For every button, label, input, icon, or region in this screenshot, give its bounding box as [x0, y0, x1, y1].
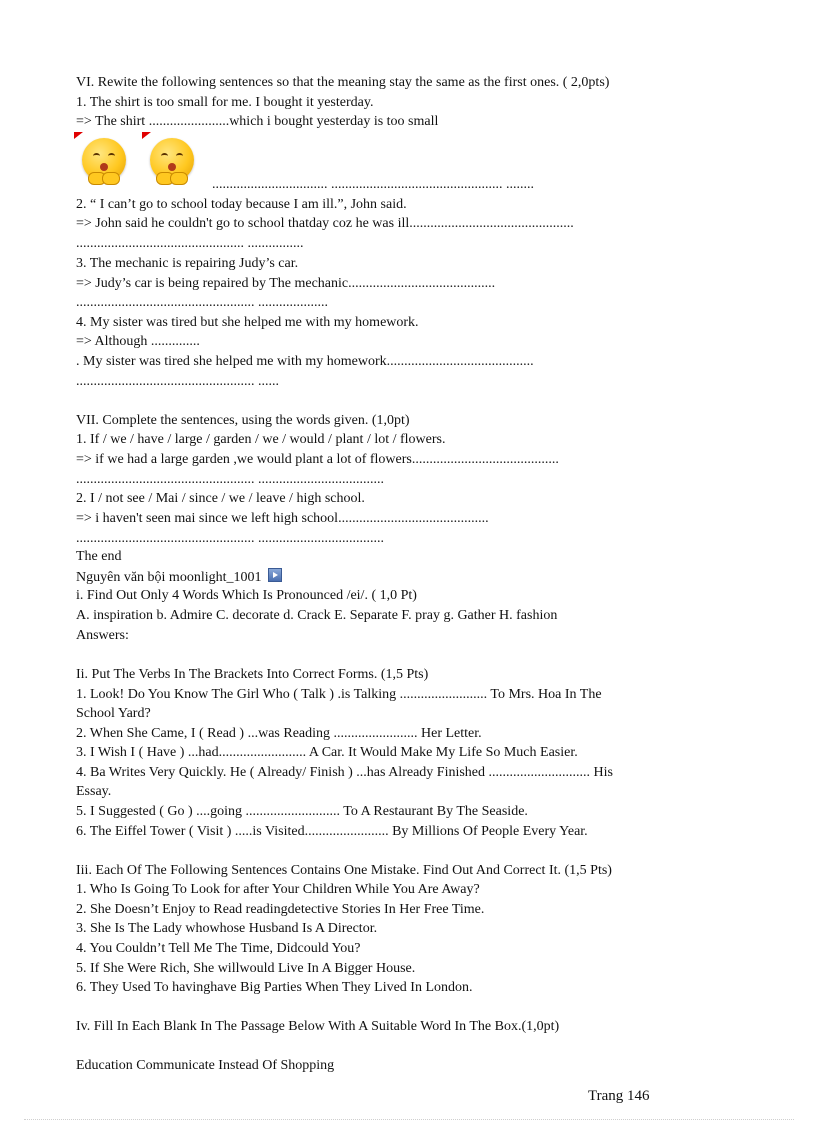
footer-divider	[24, 1119, 794, 1120]
s7-q2-answer: => i haven't seen mai since we left high school...........................................	[76, 511, 489, 526]
section-iv-title: Iv. Fill In Each Blank In The Passage Below With A Suitable Word In The Box.(1,0pt)	[76, 1019, 560, 1034]
section-i-title: i. Find Out Only 4 Words Which Is Pronounced /ei/. ( 1,0 Pt)	[76, 588, 417, 603]
s7-q1-dots: ................................................... ....................................	[76, 472, 384, 487]
section-vi-title: VI. Rewite the following sentences so that the meaning stay the same as the first ones. ( 2,0pts)	[76, 75, 610, 90]
s-iii-q6: 6. They Used To havinghave Big Parties When They Lived In London.	[76, 980, 473, 995]
s-ii-q1b: School Yard?	[76, 706, 151, 721]
s7-q1: 1. If / we / have / large / garden / we / would / plant / lot / flowers.	[76, 432, 446, 447]
s6-q4: 4. My sister was tired but she helped me with my homework.	[76, 315, 419, 330]
s-iii-q4: 4. You Couldn’t Tell Me The Time, Didcould You?	[76, 941, 361, 956]
s-ii-q6: 6. The Eiffel Tower ( Visit ) .....is Visited........................ By Millions Of People Every Year.	[76, 824, 588, 839]
s-ii-q4b: Essay.	[76, 784, 112, 799]
s-ii-q5: 5. I Suggested ( Go ) ....going ........................... To A Restaurant By The Seaside.	[76, 804, 528, 819]
arrow-icon[interactable]	[268, 568, 282, 582]
s6-q3-answer: => Judy’s car is being repaired by The mechanic..........................................	[76, 276, 496, 291]
s-iii-q3: 3. She Is The Lady whowhose Husband Is A Director.	[76, 921, 378, 936]
s-iii-q1: 1. Who Is Going To Look for after Your Children While You Are Away?	[76, 882, 480, 897]
s6-q3-dots: ................................................... ....................	[76, 295, 328, 310]
s-ii-q3: 3. I Wish I ( Have ) ...had......................... A Car. It Would Make My Life So Much Easier.	[76, 745, 578, 760]
s7-q1-answer: => if we had a large garden ,we would plant a lot of flowers..........................................	[76, 452, 559, 467]
flag-icon	[74, 132, 83, 139]
section-iii-title: Iii. Each Of The Following Sentences Contains One Mistake. Find Out And Correct It. (1,5 Pts)	[76, 863, 612, 878]
s7-q2-dots: ................................................... ....................................	[76, 531, 384, 546]
s6-q4-answer-2: . My sister was tired she helped me with my homework..........................................	[76, 354, 534, 369]
s6-q2-dots: ................................................ ................	[76, 236, 304, 251]
smiley-icon	[150, 138, 194, 182]
s6-q1: 1. The shirt is too small for me. I bought it yesterday.	[76, 95, 374, 110]
the-end: The end	[76, 549, 122, 564]
s6-q2: 2. “ I can’t go to school today because I am ill.”, John said.	[76, 197, 407, 212]
s-i-answers: Answers:	[76, 628, 129, 643]
smiley-icon	[82, 138, 126, 182]
s-iv-word-box: Education Communicate Instead Of Shopping	[76, 1058, 335, 1073]
s-iii-q2: 2. She Doesn’t Enjoy to Read readingdetective Stories In Her Free Time.	[76, 902, 485, 917]
s6-q1-dots: ................................. ................................................. ........	[212, 177, 534, 192]
section-vii-title: VII. Complete the sentences, using the words given. (1,0pt)	[76, 413, 410, 428]
s6-q2-answer: => John said he couldn't go to school thatday coz he was ill...............................................	[76, 216, 574, 231]
s-iii-q5: 5. If She Were Rich, She willwould Live In A Bigger House.	[76, 961, 416, 976]
s6-q1-answer: => The shirt .......................which i bought yesterday is too small	[76, 114, 439, 129]
page-number: Trang 146	[588, 1088, 650, 1104]
s-ii-q1a: 1. Look! Do You Know The Girl Who ( Talk ) .is Talking ......................... To Mrs. Hoa In The	[76, 687, 602, 702]
author-name: Nguyên văn bội moonlight_1001	[76, 570, 262, 585]
s6-q4-answer: => Although ..............	[76, 334, 200, 349]
s6-q4-dots: ................................................... ......	[76, 374, 279, 389]
author-line	[76, 568, 282, 587]
flag-icon	[142, 132, 151, 139]
s6-q3: 3. The mechanic is repairing Judy’s car.	[76, 256, 299, 271]
emoji-row	[76, 132, 636, 192]
section-ii-title: Ii. Put The Verbs In The Brackets Into Correct Forms. (1,5 Pts)	[76, 667, 429, 682]
s-ii-q2: 2. When She Came, I ( Read ) ...was Reading ........................ Her Letter.	[76, 726, 482, 741]
s-i-options: A. inspiration b. Admire C. decorate d. Crack E. Separate F. pray g. Gather H. fashion	[76, 608, 558, 623]
s-ii-q4a: 4. Ba Writes Very Quickly. He ( Already/ Finish ) ...has Already Finished ............................. His	[76, 765, 613, 780]
s7-q2: 2. I / not see / Mai / since / we / leave / high school.	[76, 491, 365, 506]
